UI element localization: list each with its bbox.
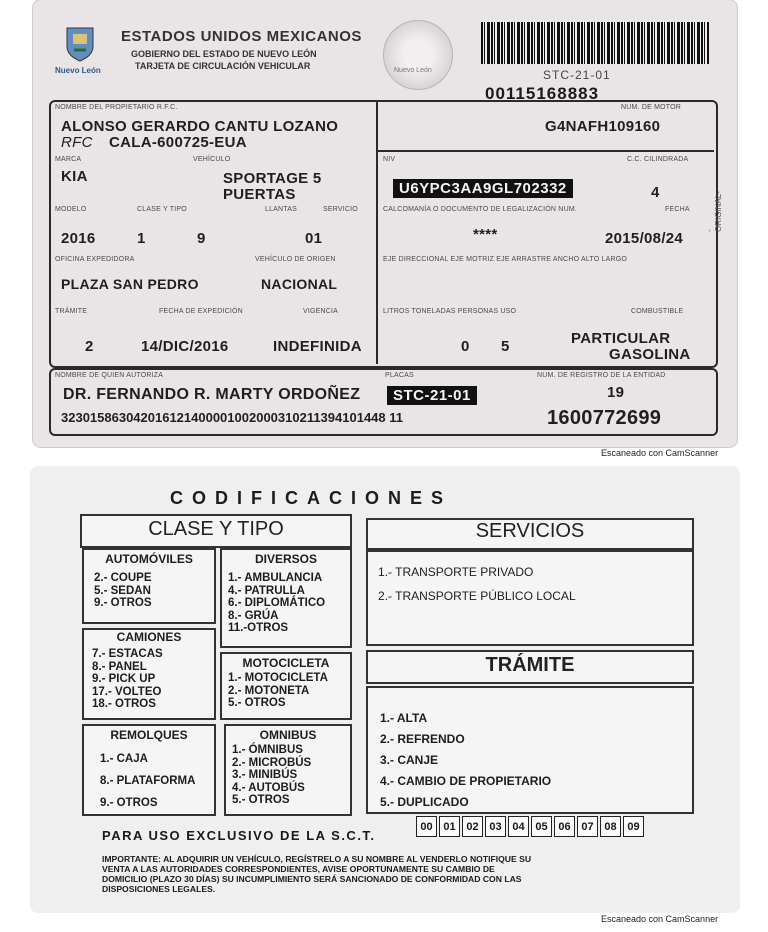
- barcode: [481, 22, 709, 64]
- list-item: 11.-OTROS: [228, 622, 289, 634]
- owner-frame-divider: [376, 100, 378, 364]
- tramite-value: 2: [85, 338, 94, 355]
- label-registro: NUM. DE REGISTRO DE LA ENTIDAD: [537, 372, 666, 379]
- camscanner-watermark-1: Escaneado con CamScanner: [601, 448, 719, 458]
- sct-box: 06: [554, 816, 575, 837]
- fecha-value: 2015/08/24: [605, 230, 684, 247]
- sct-box: 01: [439, 816, 460, 837]
- list-item: 8.- PLATAFORMA: [100, 775, 196, 787]
- servicio-value: 01: [305, 230, 323, 247]
- list-item: 9.- OTROS: [100, 797, 158, 809]
- label-fecha: FECHA: [665, 206, 690, 213]
- list-item: 2.- REFRENDO: [380, 732, 465, 746]
- tramite-header: TRÁMITE: [485, 654, 575, 676]
- label-owner: NOMBRE DEL PROPIETARIO R.F.C.: [55, 104, 178, 111]
- sct-box: 04: [508, 816, 529, 837]
- camiones-list: [92, 648, 163, 711]
- serial-number: 00115168883: [485, 84, 600, 103]
- origen-value: NACIONAL: [261, 276, 338, 292]
- label-marca: MARCA: [55, 156, 82, 163]
- sct-box: 09: [623, 816, 644, 837]
- label-tramite: TRÁMITE: [55, 308, 88, 315]
- label-autoriza: NOMBRE DE QUIEN AUTORIZA: [55, 372, 164, 379]
- label-niv: NIV: [383, 156, 396, 163]
- clase-value: 1: [137, 230, 146, 247]
- plate-code-top: STC-21-01: [543, 68, 611, 82]
- list-item: 9.- OTROS: [94, 597, 152, 609]
- label-vehiculo: VEHÍCULO: [193, 156, 231, 163]
- diversos-list: [228, 572, 325, 635]
- long-number: 323015863042016121400001002000310211394101448 11: [61, 410, 403, 425]
- label-cilindrada: C.C. CILINDRADA: [627, 156, 689, 163]
- clase-tipo-header: CLASE Y TIPO: [148, 518, 284, 540]
- label-modelo: MODELO: [55, 206, 87, 213]
- list-item: 5.- DUPLICADO: [380, 795, 469, 809]
- servicios-list: [378, 560, 576, 608]
- list-item: 18.- OTROS: [92, 698, 156, 710]
- label-origen: VEHÍCULO DE ORIGEN: [255, 256, 336, 263]
- label-motor: NUM. DE MOTOR: [621, 104, 682, 111]
- list-item: 1.- CAJA: [100, 753, 148, 765]
- remolques-list: [100, 748, 195, 814]
- motor-number: G4NAFH109160: [545, 118, 661, 135]
- sct-box: 00: [416, 816, 437, 837]
- modelo-value: 2016: [61, 230, 96, 247]
- servicios-header: SERVICIOS: [475, 520, 585, 542]
- rfc-value: CALA-600725-EUA: [109, 134, 247, 151]
- notice-line: DOMICILIO (PLAZO 30 DÍAS) SU INCUMPLIMIENTO SERÁ SANCIONADO DE CONFORMIDAD CON LAS: [102, 874, 522, 884]
- list-item: 8.- GRÚA: [228, 609, 279, 622]
- list-item: 5.- OTROS: [232, 794, 290, 806]
- fecha-exp-value: 14/DIC/2016: [141, 338, 229, 355]
- logo-text: Nuevo León: [55, 66, 101, 75]
- list-item: 1.- ÓMNIBUS: [232, 744, 303, 756]
- combustible-value: GASOLINA: [609, 346, 691, 363]
- registro-value: 19: [607, 384, 625, 401]
- placas-value: STC-21-01: [387, 386, 477, 405]
- list-item: 1.- AMBULANCIA: [228, 572, 323, 584]
- original-mark: -ORIGINAL-: [705, 191, 723, 232]
- list-item: 4.- PATRULLA: [228, 584, 305, 597]
- header-line-3: TARJETA DE CIRCULACIÓN VEHICULAR: [135, 61, 311, 71]
- label-calcomania: CALCOMANÍA O DOCUMENTO DE LEGALIZACIÓN NUM.: [383, 206, 577, 213]
- camscanner-watermark-2: Escaneado con CamScanner: [601, 914, 719, 924]
- motocicleta-title: MOTOCICLETA: [242, 656, 330, 670]
- list-item: 5.- OTROS: [228, 697, 286, 709]
- marca-value: KIA: [61, 168, 88, 185]
- list-item: 3.- CANJE: [380, 753, 439, 767]
- owner-frame-bottom: [378, 150, 714, 152]
- sct-box: 08: [600, 816, 621, 837]
- camiones-title: CAMIONES: [116, 630, 182, 644]
- niv-value: U6YPC3AA9GL702332: [393, 179, 573, 198]
- notice-line: DISPOSICIONES LEGALES.: [102, 884, 216, 894]
- vigencia-value: INDEFINIDA: [273, 338, 362, 355]
- list-item: 1.- TRANSPORTE PRIVADO: [378, 565, 534, 579]
- cilindros-value: 4: [651, 184, 660, 201]
- nuevo-leon-shield-icon: [65, 26, 95, 62]
- registration-card-front: [33, 0, 737, 447]
- vehiculo-line-1: SPORTAGE 5: [223, 170, 322, 187]
- list-item: 6.- DIPLOMÁTICO: [228, 597, 326, 609]
- label-vigencia: VIGENCIA: [303, 308, 339, 315]
- personas-value: 5: [501, 338, 510, 355]
- list-item: 17.- VOLTEO: [92, 685, 162, 698]
- label-llantas: LLANTAS: [265, 206, 298, 213]
- list-item: 2.- MICROBÚS: [232, 756, 312, 769]
- list-item: 9.- PICK UP: [92, 673, 156, 685]
- sct-label: PARA USO EXCLUSIVO DE LA S.C.T.: [102, 828, 376, 843]
- label-fecha-exp: FECHA DE EXPEDICIÓN: [159, 308, 243, 315]
- automoviles-title: AUTOMÓVILES: [105, 552, 193, 566]
- list-item: 1.- ALTA: [380, 711, 428, 725]
- motocicleta-list: [228, 672, 328, 710]
- codificaciones-title: CODIFICACIONES: [170, 488, 453, 508]
- list-item: 8.- PANEL: [92, 660, 147, 673]
- label-combustible: COMBUSTIBLE: [631, 308, 684, 315]
- sct-box: 03: [485, 816, 506, 837]
- autoriza-value: DR. FERNANDO R. MARTY ORDOÑEZ: [63, 386, 361, 403]
- rfc-label: RFC: [61, 134, 93, 151]
- label-litros: LITROS TONELADAS PERSONAS USO: [383, 308, 517, 315]
- header-line-1: ESTADOS UNIDOS MEXICANOS: [121, 28, 362, 45]
- list-item: 7.- ESTACAS: [92, 648, 163, 660]
- omnibus-list: [232, 744, 311, 807]
- tipo-value: 9: [197, 230, 206, 247]
- list-item: 2.- TRANSPORTE PÚBLICO LOCAL: [378, 589, 576, 603]
- sct-box: 05: [531, 816, 552, 837]
- list-item: 5.- SEDAN: [94, 584, 151, 597]
- uso-value: PARTICULAR: [571, 330, 671, 347]
- state-seal-icon: [383, 20, 453, 90]
- sct-box-row: [416, 816, 646, 838]
- vehiculo-line-2: PUERTAS: [223, 186, 296, 203]
- automoviles-list: [94, 572, 152, 610]
- remolques-title: REMOLQUES: [110, 728, 188, 742]
- diversos-title: DIVERSOS: [254, 552, 317, 566]
- oficina-value: PLAZA SAN PEDRO: [61, 276, 199, 292]
- list-item: 2.- COUPE: [94, 572, 152, 584]
- omnibus-title: OMNIBUS: [259, 728, 317, 742]
- label-oficina: OFICINA EXPEDIDORA: [55, 256, 135, 263]
- folio-number: 1600772699: [547, 407, 662, 429]
- tramite-list: [380, 708, 551, 813]
- list-item: 1.- MOTOCICLETA: [228, 672, 328, 684]
- list-item: 2.- MOTONETA: [228, 684, 310, 697]
- header-line-2: GOBIERNO DEL ESTADO DE NUEVO LEÓN: [131, 49, 317, 59]
- label-ejes: EJE DIRECCIONAL EJE MOTRIZ EJE ARRASTRE ANCHO ALTO LARGO: [383, 256, 628, 263]
- notice-line: IMPORTANTE: AL ADQUIRIR UN VEHÍCULO, REGÍSTRELO A SU NOMBRE AL VENDERLO NOTIFIQUE SU: [102, 854, 532, 864]
- sct-box: 02: [462, 816, 483, 837]
- registration-card-back: [30, 466, 740, 913]
- importante-notice: [102, 854, 531, 894]
- owner-name: ALONSO GERARDO CANTU LOZANO: [61, 118, 339, 135]
- sct-box: 07: [577, 816, 598, 837]
- label-placas: PLACAS: [385, 372, 414, 379]
- calcomania-value: ****: [473, 226, 498, 243]
- seal-text: Nuevo León: [394, 67, 432, 74]
- toneladas-value: 0: [461, 338, 470, 355]
- label-servicio: SERVICIO: [323, 206, 358, 213]
- label-clase-tipo: CLASE Y TIPO: [137, 206, 187, 213]
- list-item: 4.- CAMBIO DE PROPIETARIO: [380, 774, 552, 788]
- notice-line: VENTA A LAS AUTORIDADES CORRESPONDIENTES, AVISE OPORTUNAMENTE SU CAMBIO DE: [102, 864, 495, 874]
- list-item: 4.- AUTOBÚS: [232, 781, 305, 794]
- list-item: 3.- MINIBÚS: [232, 769, 298, 781]
